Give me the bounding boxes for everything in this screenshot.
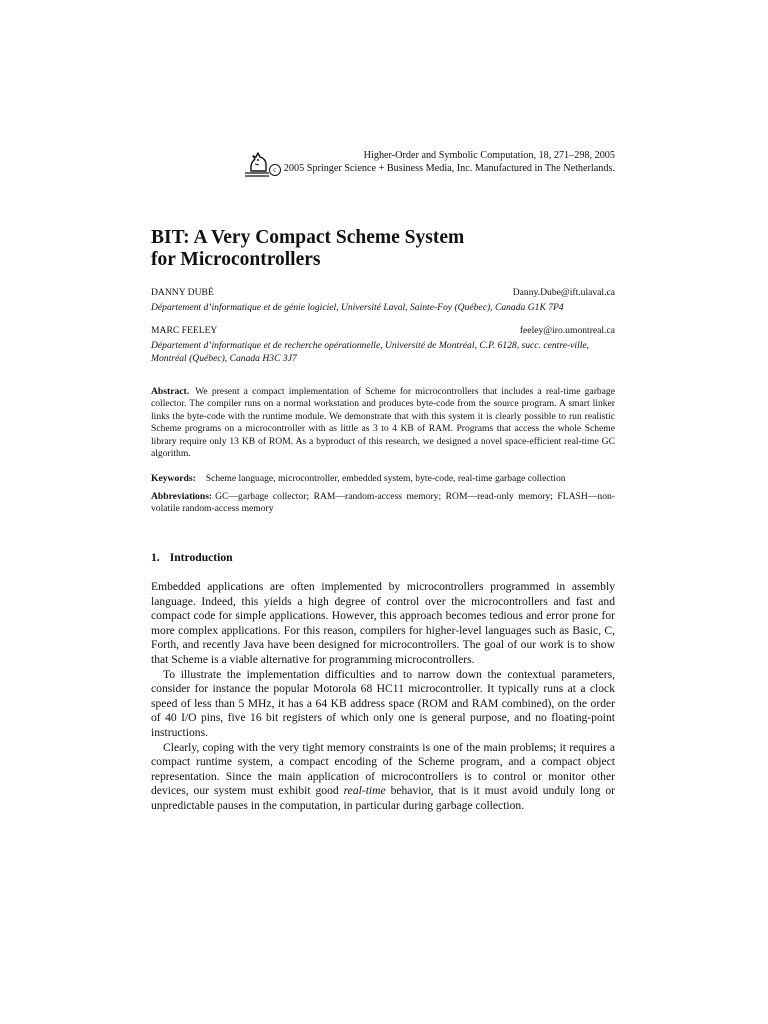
paragraph-3-text-b: behavior, that is it must avoid unduly long or unpredictable pauses in the computation, in particular during garbage collection. [151,784,615,812]
paragraph-1: Embedded applications are often implemented by microcontrollers programmed in assembly language. Indeed, this yields a high degree of control over the microcontrollers and fast and compact code for simple applications. However, this approach becomes tedious and error prone for more complex applications. For this reason, compilers for higher-level languages such as Basic, C, Forth, and recently Java have been designed for microcontrollers. The goal of our work is to show that Scheme is a viable alternative for programming microcontrollers. [151,580,615,666]
knight-chess-piece-icon [242,148,272,178]
author-name: DANNY DUBÉ [151,287,214,298]
section-title: Introduction [169,551,233,564]
section-number: 1. [151,551,160,564]
author-email: Danny.Dube@ift.ulaval.ca [512,287,615,298]
introduction-body [151,580,615,814]
keywords [151,473,615,485]
author-name: MARC FEELEY [151,325,218,336]
paper-title [151,227,621,271]
author-email: feeley@iro.umontreal.ca [519,325,615,336]
copyright-notice [269,162,615,176]
abbreviations [151,491,615,516]
keywords-text: Scheme language, microcontroller, embedded system, byte-code, real-time garbage collection [205,473,566,484]
author-affiliation: Département d’informatique et de recherche opérationnelle, Université de Montréal, C.P. 6128, succ. centre-ville, Montréal (Québec), Canada H3C 3J7 [151,340,590,364]
author-name-row [151,324,615,337]
author-block-2 [151,324,615,365]
author-affiliation: Département d’informatique et de génie logiciel, Université Laval, Sainte-Foy (Québec), Canada G1K 7P4 [151,302,564,313]
abstract [151,386,615,460]
author-name-row [151,286,615,299]
keywords-label: Keywords: [151,473,196,484]
abstract-label: Abstract. [151,386,190,397]
paragraph-2: To illustrate the implementation difficulties and to narrow down the contextual parameters, consider for instance the popular Motorola 68 HC11 microcontroller. It typically runs at a clock speed of less than 5 MHz, it has a 64 KB address space (ROM and RAM combined), on the order of 40 I/O pins, five 16 bit registers of which only one is general purpose, and no floating-point instructions. [151,667,615,739]
journal-citation: Higher-Order and Symbolic Computation, 18, 271–298, 2005 [363,150,615,161]
abbreviations-label: Abbreviations: [151,491,213,502]
author-block-1 [151,286,615,314]
abbreviations-text: GC—garbage collector; RAM—random-access memory; ROM—read-only memory; FLASH—non-volatile random-access memory [151,491,615,515]
paragraph-3 [151,741,615,814]
copyright-text: 2005 Springer Science + Business Media, Inc. Manufactured in The Netherlands. [283,163,615,174]
paper-title-line-2: for Microcontrollers [151,249,321,270]
journal-header [240,146,615,182]
abstract-text: We present a compact implementation of Scheme for microcontrollers that includes a real-time garbage collector. The compiler runs on a normal workstation and produces byte-code from the source program. A smart linker links the byte-code with the runtime module. We demonstrate that with this system it is clearly possible to run realistic Scheme programs on a microcontroller with as little as 3 to 4 KB of RAM. Programs that access the whole Scheme library require only 13 KB of ROM. As a byproduct of this research, we designed a novel space-efficient real-time GC algorithm. [151,386,615,460]
paragraph-3-text-a: Clearly, coping with the very tight memory constraints is one of the main problems; it requires a compact runtime system, a compact encoding of the Scheme program, and a compact object representation. Since the main application of microcontrollers is to control or monitor other devices, our system must exhibit good [151,740,615,798]
paragraph-3-emphasis: real-time [343,784,386,798]
paper-title-line-1: BIT: A Very Compact Scheme System [151,227,465,248]
section-heading-introduction [151,551,233,565]
copyright-symbol: c [269,164,281,176]
